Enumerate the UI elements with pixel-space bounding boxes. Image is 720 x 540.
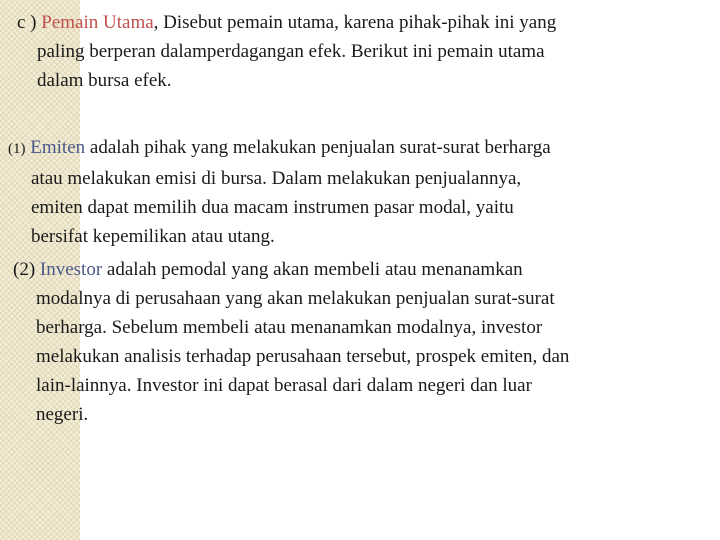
text-segment: adalah pihak yang melakukan penjualan surat-surat berharga	[85, 137, 551, 158]
term-investor: Investor	[39, 259, 103, 280]
paragraph-line: atau melakukan emisi di bursa. Dalam melakukan penjualannya,	[31, 168, 522, 189]
paragraph-line: lain-lainnya. Investor ini dapat berasal dari dalam negeri dan luar	[36, 375, 532, 396]
paragraph-line: bersifat kepemilikan atau utang.	[31, 226, 275, 247]
list-marker: (1)	[8, 141, 26, 157]
paragraph-line: emiten dapat memilih dua macam instrumen pasar modal, yaitu	[31, 197, 514, 218]
text-segment: adalah pemodal yang akan membeli atau menanamkan	[102, 259, 523, 280]
paragraph-line: dalam bursa efek.	[37, 70, 172, 91]
paragraph-emiten	[8, 133, 713, 251]
paragraph-line: berharga. Sebelum membeli atau menanamkan modalnya, investor	[36, 317, 543, 338]
paragraph-line: negeri.	[36, 404, 89, 425]
paragraph-line: paling berperan dalamperdagangan efek. Berikut ini pemain utama	[37, 41, 545, 62]
paragraph-investor	[13, 255, 718, 429]
paragraph-line: modalnya di perusahaan yang akan melakukan penjualan surat-surat	[36, 288, 555, 309]
term-emiten: Emiten	[30, 137, 86, 158]
paragraph-pemain-utama	[17, 8, 707, 95]
list-marker: c )	[17, 12, 37, 33]
list-marker: (2)	[13, 259, 36, 280]
paragraph-line	[13, 255, 718, 284]
term-pemain-utama: Pemain Utama	[41, 12, 154, 33]
text-segment: , Disebut pemain utama, karena pihak-pihak ini yang	[153, 12, 557, 33]
paragraph-line	[8, 133, 713, 164]
paragraph-line: melakukan analisis terhadap perusahaan tersebut, prospek emiten, dan	[36, 346, 570, 367]
paragraph-line	[17, 8, 707, 37]
